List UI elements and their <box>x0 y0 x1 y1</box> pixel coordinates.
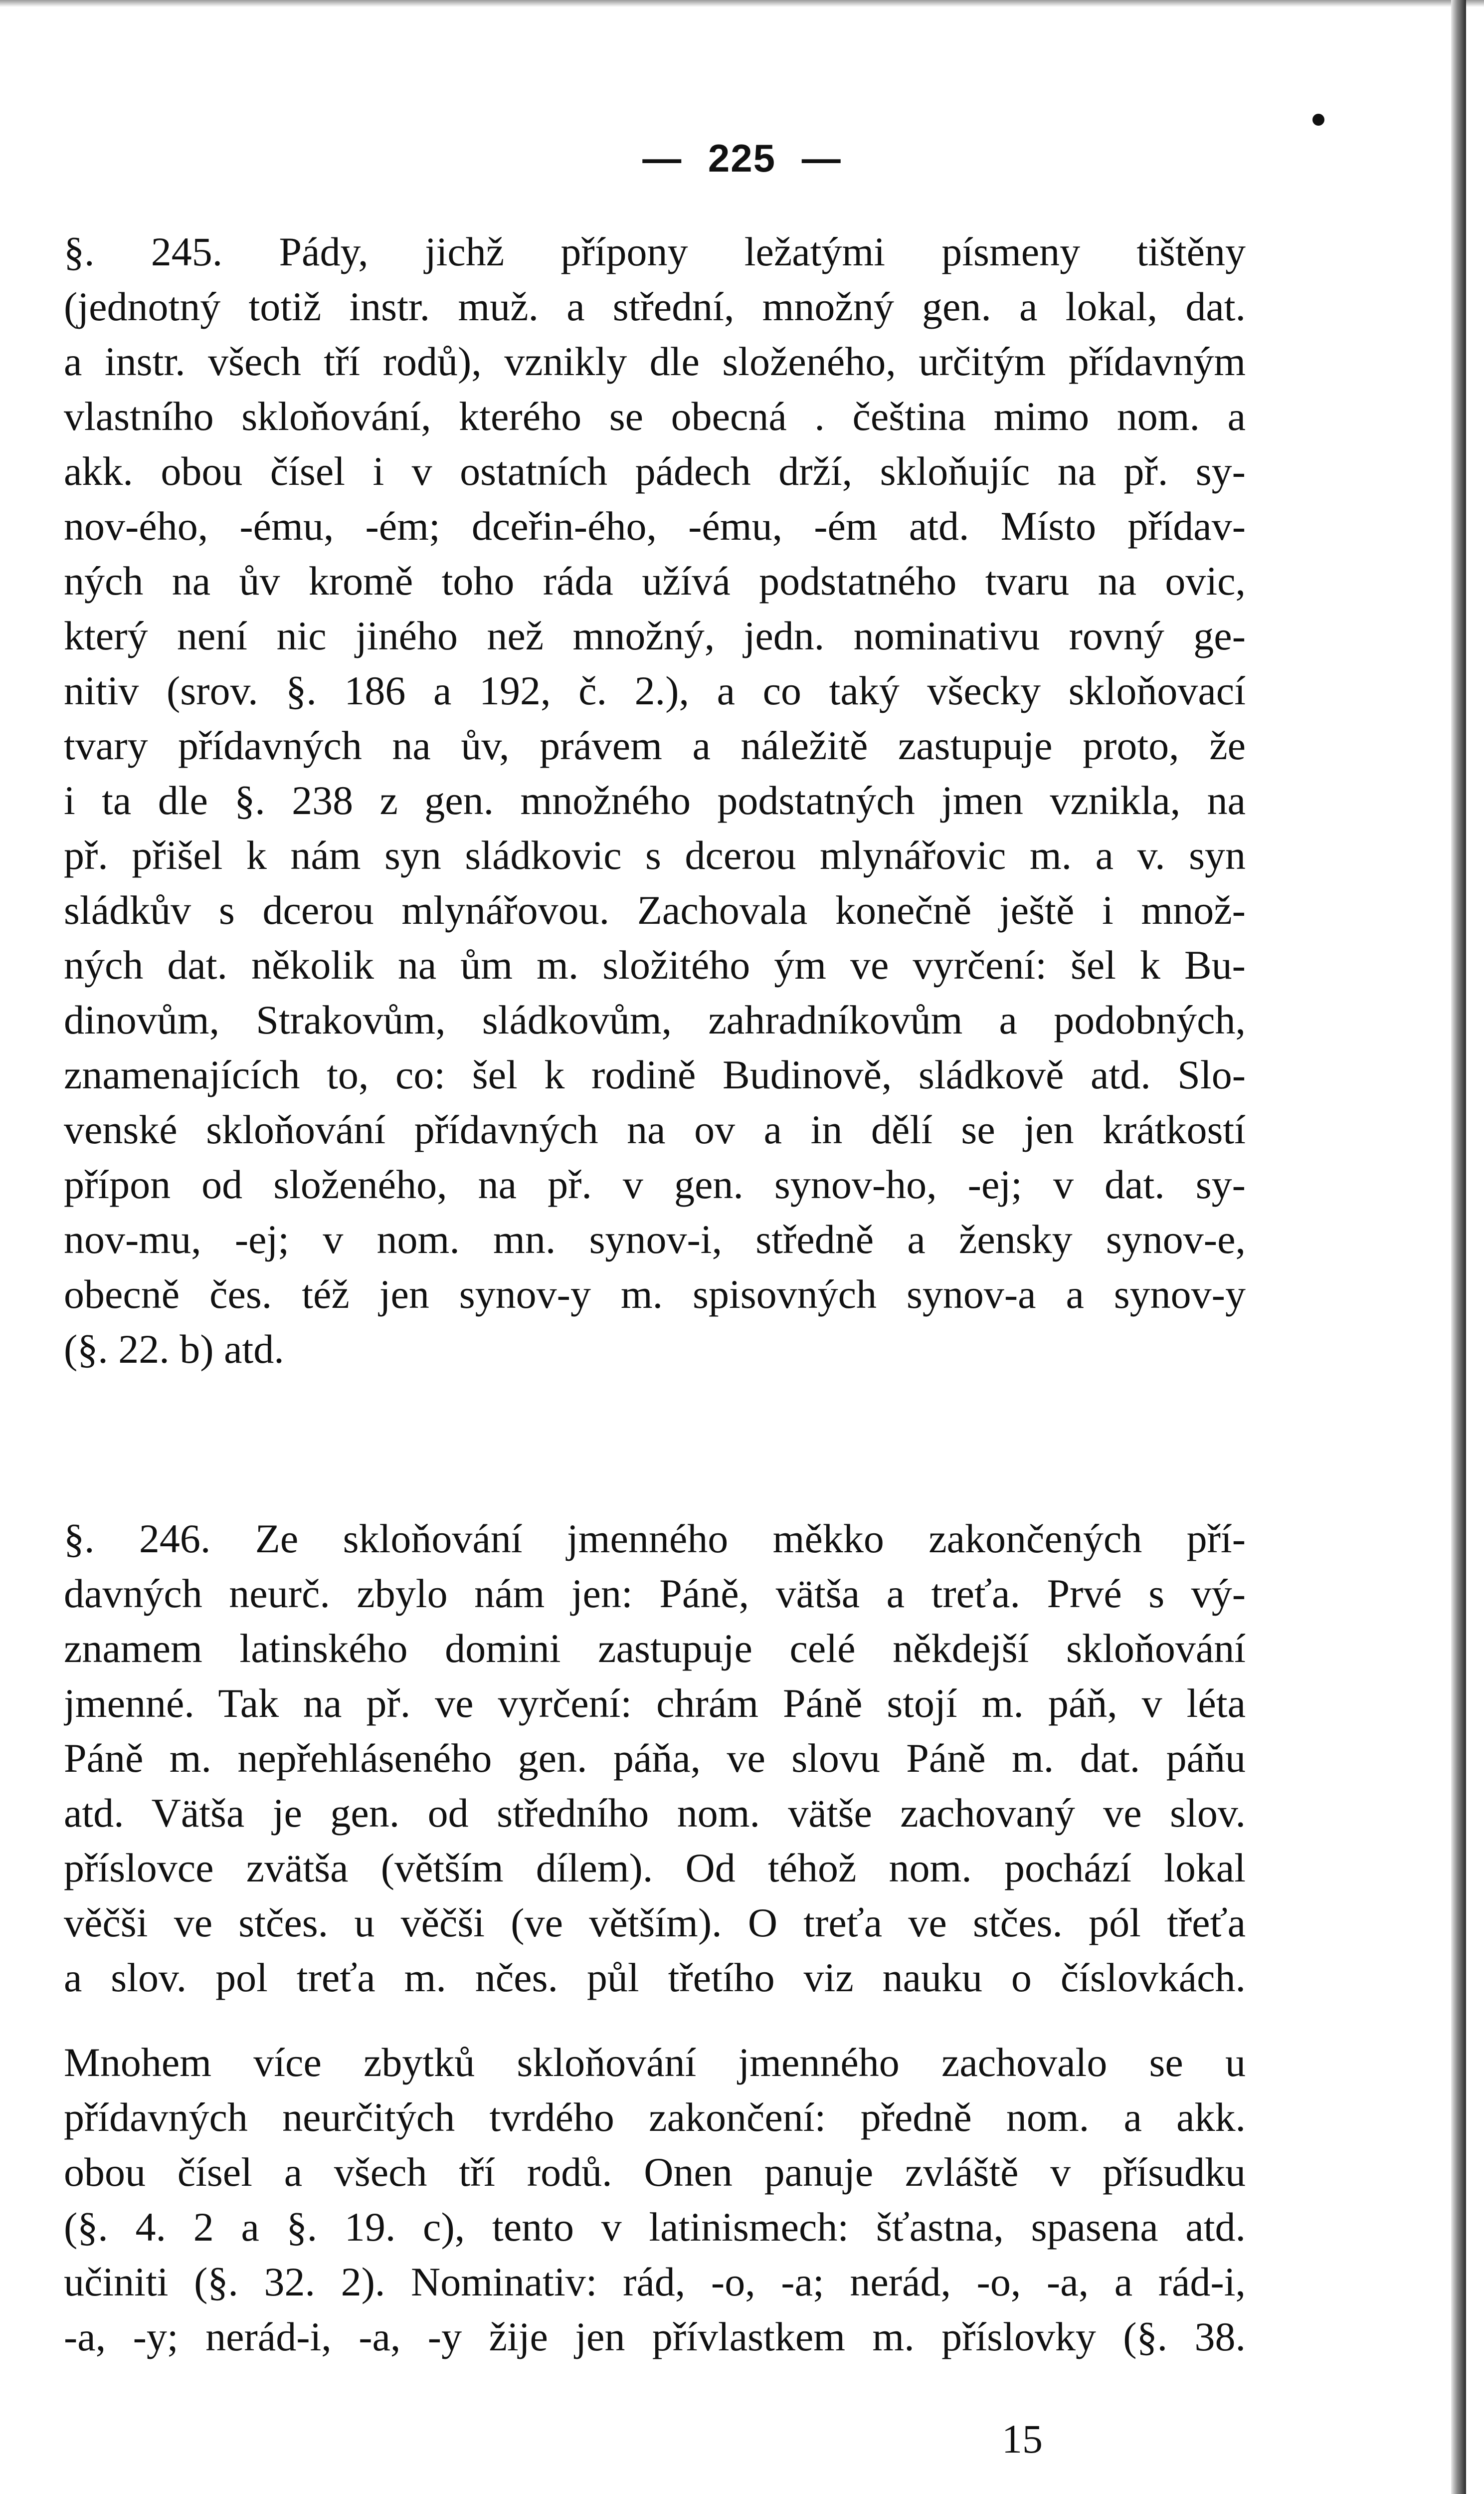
page-edge-shadow <box>1451 0 1466 2494</box>
text-line: dinovům, Strakovům, sládkovům, zahradníkovům a podobných, <box>64 997 1246 1042</box>
page-number: 225 <box>708 136 776 180</box>
text-line: (§. 22. b) atd. <box>64 1326 284 1372</box>
text-line: nov-mu, -ej; v nom. mn. synov-i, středně a žensky synov-e, <box>64 1217 1246 1262</box>
text-line: ných na ův kromě toho ráda užívá podstatného tvaru na ovic, <box>64 558 1246 604</box>
text-line: venské skloňování přídavných na ov a in dělí se jen krátkostí <box>64 1107 1246 1152</box>
text-line: příslovce zvätša (větším dílem). Od téhož nom. pochází lokal <box>64 1845 1246 1890</box>
text-line: vlastního skloňování, kterého se obecná . čeština mimo nom. a <box>64 394 1246 439</box>
text-line: atd. Vätša je gen. od středního nom. vätše zachovaný ve slov. <box>64 1790 1246 1836</box>
text-line: nov-ého, -ému, -ém; dceřin-ého, -ému, -ém atd. Místo přídav- <box>64 503 1246 549</box>
text-line: Páně m. nepřehláseného gen. páňa, ve slovu Páně m. dat. páňu <box>64 1735 1246 1781</box>
text-line: znamem latinského domini zastupuje celé někdejší skloňování <box>64 1626 1246 1671</box>
text-line: (jednotný totiž instr. muž. a střední, množný gen. a lokal, dat. <box>64 284 1246 329</box>
text-line: a slov. pol treťa m. nčes. půl třetího viz nauku o číslovkách. <box>64 1955 1246 2000</box>
text-line: věčši ve stčes. u věčši (ve větším). O treťa ve stčes. pól třeťa <box>64 1900 1246 1945</box>
text-line: př. přišel k nám syn sládkovic s dcerou mlynářovic m. a v. syn <box>64 832 1246 878</box>
text-line: obecně čes. též jen synov-y m. spisovných synov-a a synov-y <box>64 1271 1246 1317</box>
text-line: (§. 4. 2 a §. 19. c), tento v latinismech: šťastna, spasena atd. <box>64 2204 1246 2250</box>
text-line: a instr. všech tří rodů), vznikly dle složeného, určitým přídavným <box>64 339 1246 384</box>
header-dash-left: — <box>642 136 683 180</box>
text-line: znamenajících to, co: šel k rodině Budinově, sládkově atd. Slo- <box>64 1052 1246 1097</box>
page-header <box>0 131 1484 186</box>
text-line: přídavných neurčitých tvrdého zakončení: předně nom. a akk. <box>64 2094 1246 2140</box>
text-line: přípon od složeného, na př. v gen. synov-ho, -ej; v dat. sy- <box>64 1162 1246 1207</box>
text-line: tvary přídavných na ův, právem a náležitě zastupuje proto, že <box>64 723 1246 768</box>
text-line: jmenné. Tak na př. ve vyrčení: chrám Páně stojí m. páň, v léta <box>64 1680 1246 1726</box>
signature-mark: 15 <box>1002 2416 1043 2462</box>
text-line: akk. obou čísel i v ostatních pádech drží, skloňujíc na př. sy- <box>64 448 1246 494</box>
text-line: -a, -y; nerád-i, -a, -y žije jen přívlastkem m. příslovky (§. 38. <box>64 2314 1246 2359</box>
header-dash-right: — <box>801 136 842 180</box>
text-line: obou čísel a všech tří rodů. Onen panuje zvláště v přísudku <box>64 2149 1246 2195</box>
text-line: Mnohem více zbytků skloňování jmenného zachovalo se u <box>64 2040 1246 2085</box>
text-line: nitiv (srov. §. 186 a 192, č. 2.), a co taký všecky skloňovací <box>64 668 1246 713</box>
text-line: učiniti (§. 32. 2). Nominativ: rád, -o, -a; nerád, -o, -a, a rád-i, <box>64 2259 1246 2304</box>
text-line: i ta dle §. 238 z gen. množného podstatných jmen vznikla, na <box>64 778 1246 823</box>
text-line: §. 245. Pády, jichž přípony ležatými písmeny tištěny <box>64 229 1246 274</box>
page-top-shadow <box>0 0 1484 7</box>
ink-dot <box>1312 114 1324 126</box>
text-line: davných neurč. zbylo nám jen: Páně, vätša a treťa. Prvé s vý- <box>64 1571 1246 1616</box>
text-line: §. 246. Ze skloňování jmenného měkko zakončených pří- <box>64 1516 1246 1561</box>
text-line: sládkův s dcerou mlynářovou. Zachovala konečně ještě i množ- <box>64 887 1246 933</box>
text-line: ných dat. několik na ům m. složitého ým ve vyrčení: šel k Bu- <box>64 942 1246 988</box>
text-line: který není nic jiného než množný, jedn. nominativu rovný ge- <box>64 613 1246 658</box>
